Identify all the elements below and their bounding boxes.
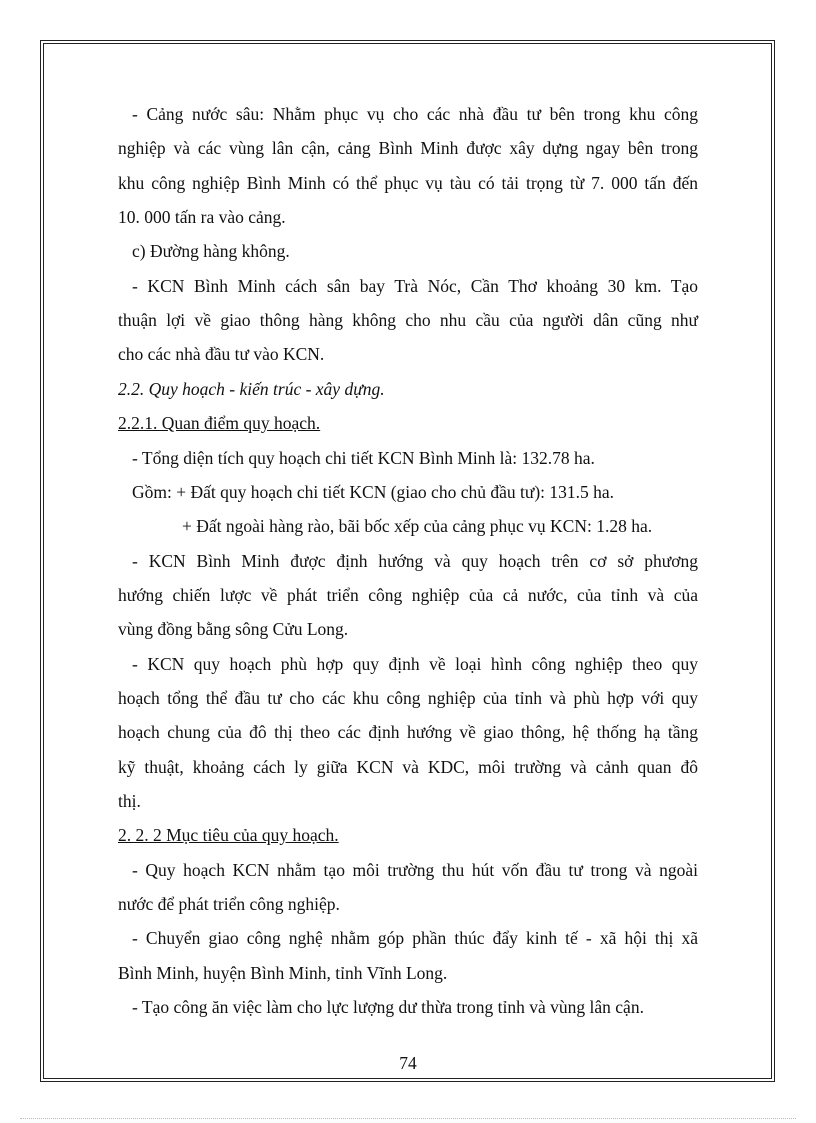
paragraph-line: - Quy hoạch KCN nhằm tạo môi trường thu hút vốn đầu tư trong và ngoài	[132, 860, 698, 880]
paragraph-line: nước để phát triển công nghiệp.	[118, 894, 340, 914]
paragraph-line: - KCN quy hoạch phù hợp quy định về loại hình công nghiệp theo quy	[132, 654, 698, 674]
paragraph-line: thị.	[118, 791, 141, 811]
paragraph-line: hoạch chung của đô thị theo các định hướng về giao thông, hệ thống hạ tầng	[118, 722, 698, 742]
paragraph-line: thuận lợi về giao thông hàng không cho nhu cầu của người dân cũng như	[118, 310, 698, 330]
page-edge-divider	[20, 1118, 796, 1119]
paragraph-line: hoạch tổng thể đầu tư cho các khu công nghiệp của tỉnh và phù hợp với quy	[118, 688, 698, 708]
paragraph-line: cho các nhà đầu tư vào KCN.	[118, 344, 325, 364]
paragraph-line: Bình Minh, huyện Bình Minh, tỉnh Vĩnh Long.	[118, 963, 448, 983]
paragraph-line: - KCN Bình Minh cách sân bay Trà Nóc, Cần Thơ khoảng 30 km. Tạo	[132, 276, 698, 296]
paragraph-line: vùng đồng bằng sông Cửu Long.	[118, 619, 349, 639]
paragraph-line: - Tạo công ăn việc làm cho lực lượng dư thừa trong tỉnh và vùng lân cận.	[132, 997, 644, 1017]
paragraph-line: - Tổng diện tích quy hoạch chi tiết KCN Bình Minh là: 132.78 ha.	[132, 448, 595, 468]
paragraph-line: nghiệp và các vùng lân cận, cảng Bình Minh được xây dựng ngay bên trong	[118, 138, 698, 158]
paragraph-line: kỹ thuật, khoảng cách ly giữa KCN và KDC, môi trường và cảnh quan đô	[118, 757, 698, 777]
subsection-heading: 2.2.1. Quan điểm quy hoạch.	[118, 413, 321, 433]
subsection-heading: 2. 2. 2 Mục tiêu của quy hoạch.	[118, 825, 339, 845]
paragraph-line: - Chuyển giao công nghệ nhằm góp phần thúc đẩy kinh tế - xã hội thị xã	[132, 928, 698, 948]
subsection-heading: c) Đường hàng không.	[132, 241, 290, 261]
paragraph-line: - Cảng nước sâu: Nhằm phục vụ cho các nhà đầu tư bên trong khu công	[132, 104, 698, 124]
paragraph-line: khu công nghiệp Bình Minh có thể phục vụ tàu có tải trọng từ 7. 000 tấn đến	[118, 173, 698, 193]
section-heading: 2.2. Quy hoạch - kiến trúc - xây dựng.	[118, 379, 385, 399]
paragraph-line: - KCN Bình Minh được định hướng và quy hoạch trên cơ sở phương	[132, 551, 698, 571]
paragraph-line: hướng chiến lược về phát triển công nghiệp của cả nước, của tỉnh và của	[118, 585, 698, 605]
paragraph-line: Gồm: + Đất quy hoạch chi tiết KCN (giao cho chủ đầu tư): 131.5 ha.	[132, 482, 615, 502]
paragraph-line: 10. 000 tấn ra vào cảng.	[118, 207, 286, 227]
page-number: 74	[399, 1053, 417, 1073]
paragraph-line: + Đất ngoài hàng rào, bãi bốc xếp của cảng phục vụ KCN: 1.28 ha.	[182, 516, 653, 536]
